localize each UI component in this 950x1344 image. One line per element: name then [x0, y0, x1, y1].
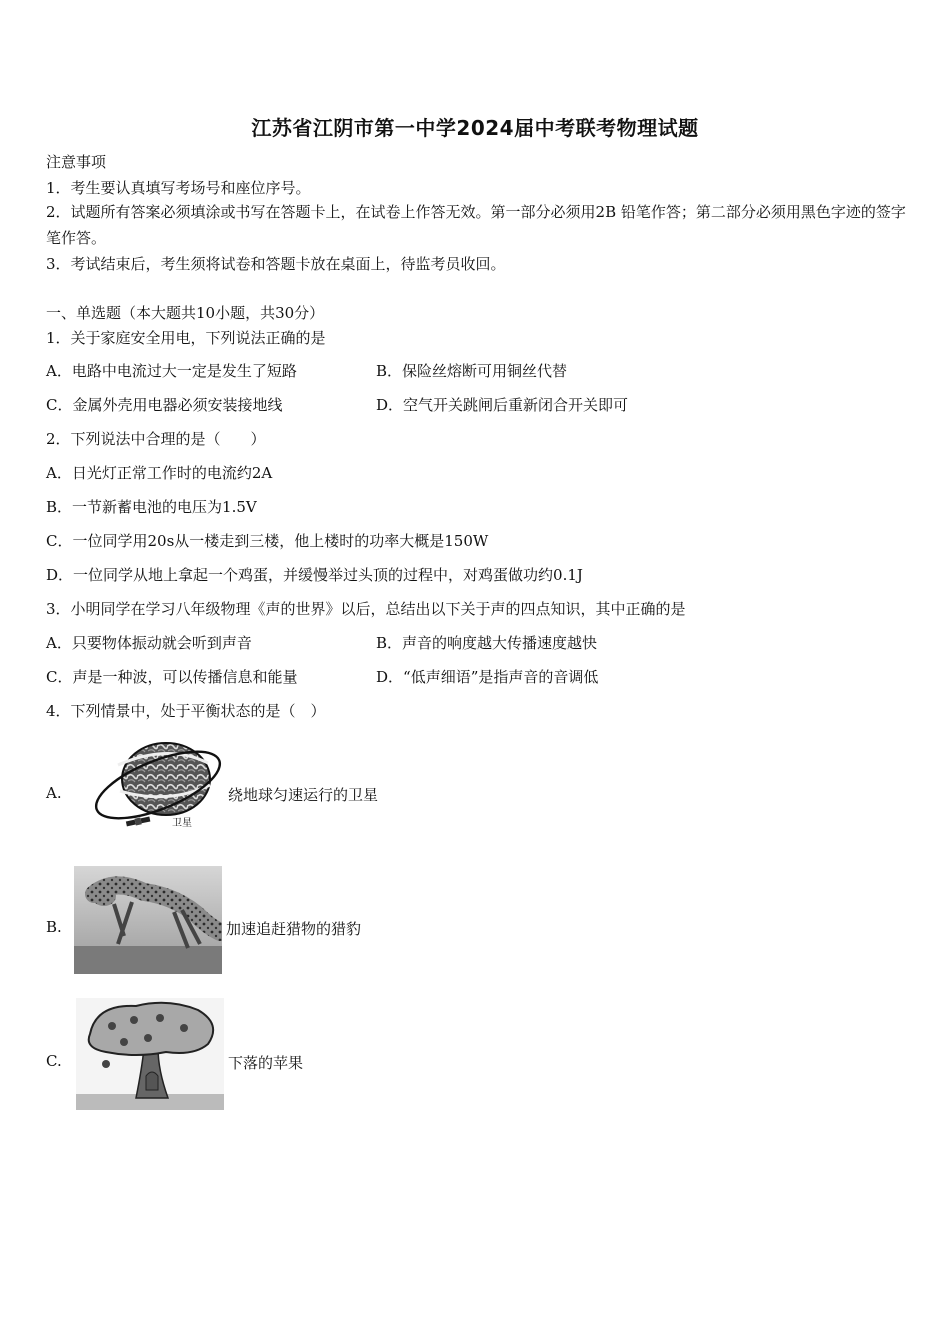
- q1-option-a: A．电路中电流过大一定是发生了短路: [46, 362, 297, 380]
- notice-heading: 注意事项: [46, 153, 107, 171]
- q1-option-d: D．空气开关跳闸后重新闭合开关即可: [376, 396, 629, 414]
- apple-tree-image: [76, 998, 224, 1110]
- q3-option-d: D．“低声细语”是指声音的音调低: [376, 668, 599, 686]
- q4-stem: 4．下列情景中，处于平衡状态的是（ ）: [46, 702, 326, 720]
- notice-item-2: 2．试题所有答案必须填涂或书写在答题卡上，在试卷上作答无效。第一部分必须用2B 铅笔作答；第二部分必须用黑色字迹的签字笔作答。: [46, 203, 906, 247]
- q1-stem: 1．关于家庭安全用电，下列说法正确的是: [46, 329, 326, 347]
- q4-option-c-letter: C.: [46, 1052, 62, 1070]
- notice-item-3: 3．考试结束后，考生须将试卷和答题卡放在桌面上，待监考员收回。: [46, 255, 506, 273]
- q4-option-b-letter: B.: [46, 918, 62, 936]
- q2-option-d: D．一位同学从地上拿起一个鸡蛋，并缓慢举过头顶的过程中，对鸡蛋做功约0.1J: [46, 566, 583, 584]
- q3-option-c: C．声是一种波，可以传播信息和能量: [46, 668, 298, 686]
- exam-title: 江苏省江阴市第一中学2024届中考联考物理试题: [251, 116, 699, 140]
- q1-option-b: B．保险丝熔断可用铜丝代替: [376, 362, 568, 380]
- q4-option-a-letter: A.: [46, 784, 62, 802]
- q1-option-c: C．金属外壳用电器必须安装接地线: [46, 396, 283, 414]
- cheetah-image: [74, 866, 222, 974]
- q4-option-b-caption: 加速追赶猎物的猎豹: [226, 920, 362, 938]
- satellite-orbit-image: [78, 733, 226, 837]
- q3-stem: 3．小明同学在学习八年级物理《声的世界》以后，总结出以下关于声的四点知识，其中正确的是: [46, 600, 686, 618]
- q3-option-b: B．声音的响度越大传播速度越快: [376, 634, 598, 652]
- satellite-label: 卫星: [172, 818, 192, 829]
- section-heading: 一、单选题（本大题共10小题，共30分）: [46, 304, 325, 322]
- q4-option-c-caption: 下落的苹果: [228, 1054, 304, 1072]
- q2-option-a: A．日光灯正常工作时的电流约2A: [46, 464, 273, 482]
- notice-item-1: 1．考生要认真填写考场号和座位序号。: [46, 179, 311, 197]
- q2-option-b: B．一节新蓄电池的电压为1.5V: [46, 498, 257, 516]
- q3-option-a: A．只要物体振动就会听到声音: [46, 634, 252, 652]
- q2-stem: 2．下列说法中合理的是（ ）: [46, 430, 266, 448]
- q4-option-a-caption: 绕地球匀速运行的卫星: [228, 786, 379, 804]
- q2-option-c: C．一位同学用20s从一楼走到三楼，他上楼时的功率大概是150W: [46, 532, 489, 550]
